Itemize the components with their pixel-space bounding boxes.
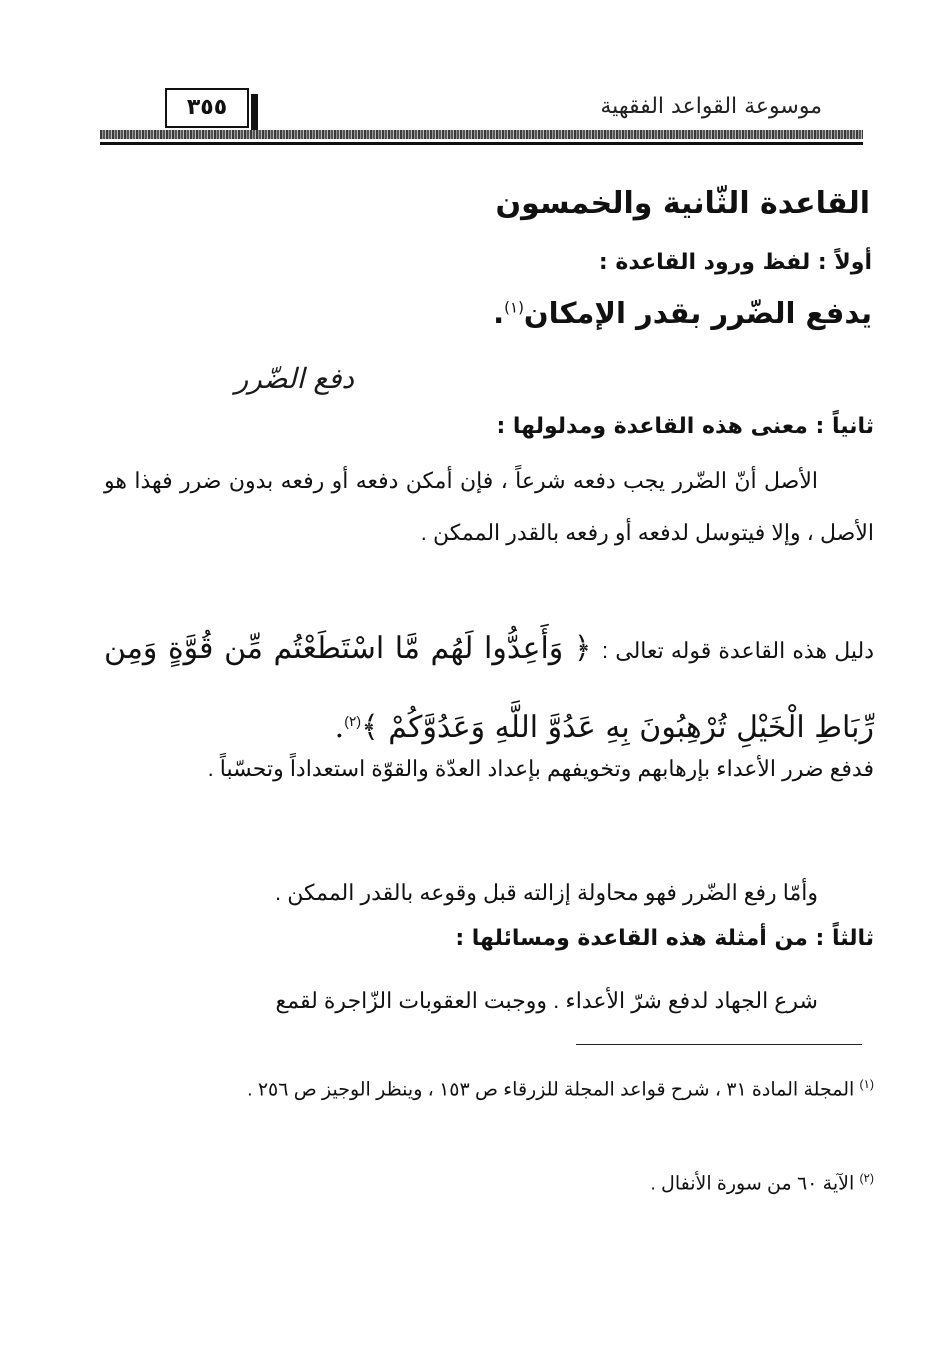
footnote-separator: [576, 1044, 862, 1045]
verse-end: .: [334, 710, 345, 745]
rule-heading: القاعدة الثّانية والخمسون: [495, 186, 870, 221]
footnote-text: الآية ٦٠ من سورة الأنفال .: [650, 1173, 855, 1195]
meaning-text: الأصل أنّ الضّرر يجب دفعه شرعاً ، فإن أمكن دفعه أو رفعه بدون ضرر فهذا هو الأصل ، وإلا فيتوسل لدفعه أو رفعه بالقدر الممكن .: [104, 468, 874, 545]
book-title: موسوعة القواعد الفقهية: [600, 94, 822, 119]
footnote-mark: (٢): [859, 1171, 874, 1185]
section1-heading: أولاً : لفظ ورود القاعدة :: [598, 250, 872, 275]
examples-text: شرع الجهاد لدفع شرّ الأعداء . ووجبت العقوبات الزّاجرة لقمع: [275, 988, 818, 1013]
page-number: ٣٥٥: [165, 88, 249, 128]
rule-end: .: [493, 296, 505, 330]
explanation-text: فدفع ضرر الأعداء بإرهابهم وتخويفهم بإعداد العدّة والقوّة استعداداً وتحسّباً .: [207, 756, 874, 781]
rule-statement: [493, 296, 872, 330]
header-rule-thin: [100, 142, 863, 145]
handwritten-note: دفع الضّرر: [234, 362, 354, 395]
evidence-intro: دليل هذه القاعدة قوله تعالى :: [602, 638, 875, 663]
footnote-ref-1: (١): [504, 298, 524, 317]
quran-verse: ﴿ وَأَعِدُّوا لَهُم مَّا اسْتَطَعْتُم مِّن قُوَّةٍ وَمِن رِّبَاطِ الْخَيْلِ تُرْهِبُونَ بِهِ عَدُوَّ اللَّهِ وَعَدُوَّكُمْ ﴾: [104, 631, 874, 745]
removal-paragraph: [104, 868, 874, 918]
meaning-paragraph: [104, 455, 874, 559]
footnote-text: المجلة المادة ٣١ ، شرح قواعد المجلة للزرقاء ص ١٥٣ ، وينظر الوجيز ص ٢٥٦ .: [247, 1079, 855, 1101]
footnote-2: [104, 1156, 874, 1206]
quran-evidence: [104, 614, 874, 763]
page-number-shadow: [251, 94, 258, 134]
footnote-ref-2: (٢): [344, 713, 362, 729]
removal-text: وأمّا رفع الضّرر فهو محاولة إزالته قبل وقوعه بالقدر الممكن .: [274, 880, 818, 905]
footnote-1: [104, 1062, 874, 1112]
header-rule-thick: [100, 130, 863, 139]
section2-heading: ثانياً : معنى هذه القاعدة ومدلولها :: [496, 414, 874, 439]
examples-paragraph: [104, 976, 874, 1026]
section3-heading: ثالثاً : من أمثلة هذه القاعدة ومسائلها :: [455, 926, 874, 951]
footnote-mark: (١): [859, 1077, 874, 1091]
explanation-paragraph: [104, 744, 874, 794]
rule-text: يدفع الضّرر بقدر الإمكان: [523, 296, 872, 330]
